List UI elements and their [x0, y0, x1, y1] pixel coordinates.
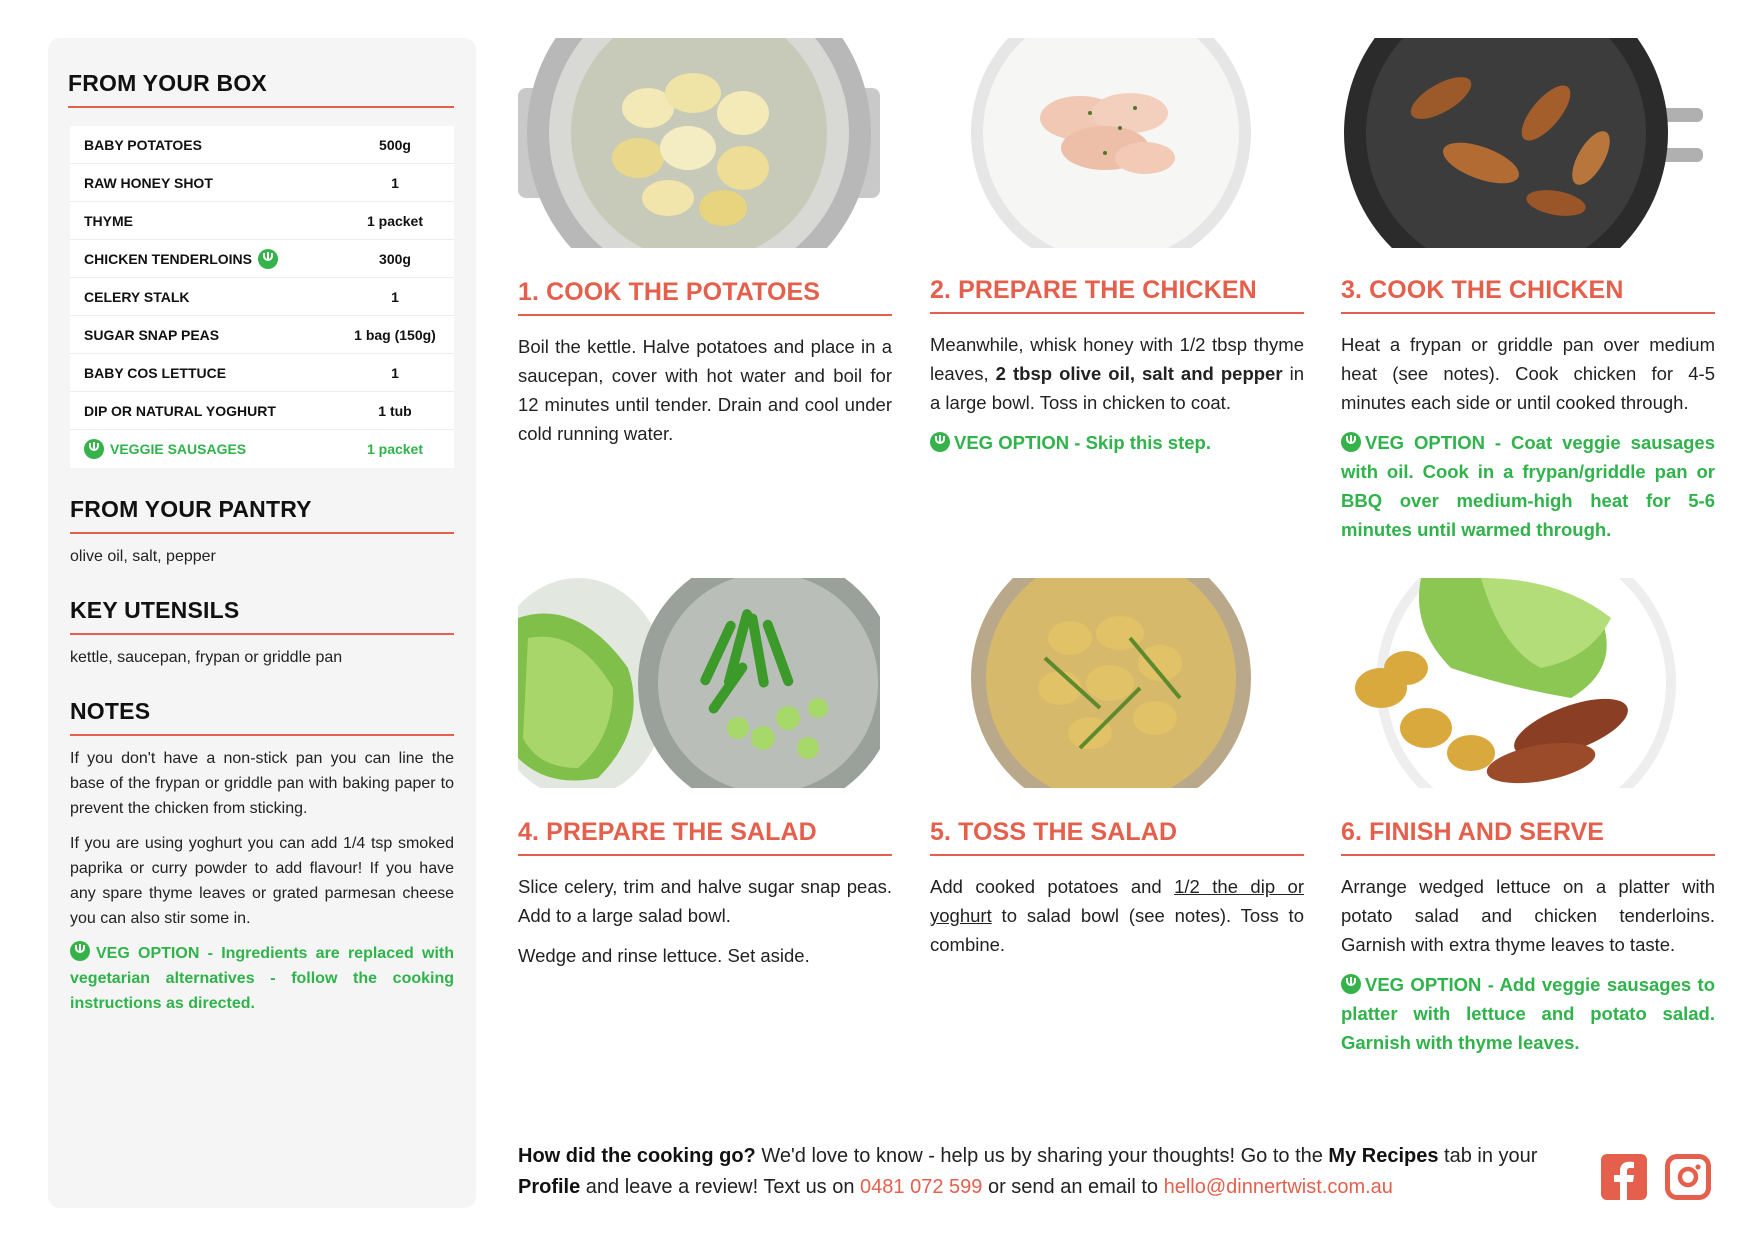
step-2-title: 2. PREPARE THE CHICKEN: [930, 276, 1304, 314]
step-3-veg-option: [1341, 428, 1715, 544]
step-3-image: [1341, 38, 1703, 248]
ingredient-row-veg: [70, 430, 454, 468]
step-5-text: [930, 872, 1304, 959]
step-1: [518, 38, 892, 459]
facebook-icon[interactable]: [1601, 1154, 1647, 1200]
salad-prep-photo: [518, 578, 880, 788]
footer-phone-link[interactable]: 0481 072 599: [860, 1176, 983, 1198]
step-1-text: Boil the kettle. Halve potatoes and place in a saucepan, cover with hot water and boil for 12 minutes until tender. Drain and cool under cold running water.: [518, 336, 892, 444]
veg-leaf-icon: [258, 249, 278, 269]
ingredient-row: [70, 392, 454, 430]
step-1-image: [518, 38, 880, 248]
step-3-veg-text: VEG OPTION - Coat veggie sausages with oil. Cook in a frypan/griddle pan or BBQ over medium-high heat for 5-6 minutes until warmed through.: [1341, 432, 1715, 540]
ingredient-qty: 1: [391, 288, 399, 305]
step-2-text-c: in a large bowl. Toss in chicken to coat.: [930, 363, 1304, 413]
step-6-text: Arrange wedged lettuce on a platter with potato salad and chicken tenderloins. Garnish with extra thyme leaves to taste.: [1341, 876, 1715, 955]
step-4: [518, 578, 892, 981]
notes-body: [70, 746, 454, 1016]
ingredient-qty: 1: [391, 364, 399, 381]
step-2-body: [930, 330, 1304, 457]
ingredient-name: BABY POTATOES: [84, 136, 202, 153]
utensils-text: kettle, saucepan, frypan or griddle pan: [70, 649, 343, 666]
ingredient-name: RAW HONEY SHOT: [84, 174, 213, 191]
step-5-text-underlined: 1/2 the dip or yoghurt: [930, 876, 1304, 926]
step-6-body: [1341, 872, 1715, 1057]
notes-title: NOTES: [70, 698, 454, 736]
ingredients-table: [70, 126, 454, 468]
step-3-title: 3. COOK THE CHICKEN: [1341, 276, 1715, 314]
step-5-text-c: to salad bowl (see notes). Toss to combine.: [930, 905, 1304, 955]
note-paragraph: If you don't have a non-stick pan you can line the base of the frypan or griddle pan with baking paper to prevent the chicken from sticking.: [70, 750, 454, 817]
step-1-body: [518, 332, 892, 448]
step-4-image: [518, 578, 880, 788]
step-3-body: [1341, 330, 1715, 544]
step-2-text: [930, 330, 1304, 417]
step-2-text-bold: 2 tbsp olive oil, salt and pepper: [995, 363, 1283, 384]
from-your-box-title: FROM YOUR BOX: [68, 70, 454, 108]
notes-veg-text: VEG OPTION - Ingredients are replaced with vegetarian alternatives - follow the cooking instructions as directed.: [70, 945, 454, 1012]
veg-leaf-icon: [84, 439, 104, 459]
veg-leaf-icon: [1341, 974, 1361, 994]
key-utensils-title: KEY UTENSILS: [70, 597, 454, 635]
step-2-text-a: Meanwhile, whisk honey with 1/2 tbsp thyme leaves,: [930, 334, 1304, 384]
ingredient-row: [70, 126, 454, 164]
step-4-title: 4. PREPARE THE SALAD: [518, 818, 892, 856]
step-5-body: [930, 872, 1304, 959]
step-4-text: Wedge and rinse lettuce. Set aside.: [518, 945, 810, 966]
step-6-image: [1341, 578, 1703, 788]
note-paragraph: If you are using yoghurt you can add 1/4 tsp smoked paprika or curry powder to add flavour! If you have any spare thyme leaves or grated parmesan cheese you can also stir some in.: [70, 835, 454, 927]
step-5: [930, 578, 1304, 970]
ingredient-name-wrap: [84, 249, 344, 269]
ingredient-name: VEGGIE SAUSAGES: [110, 441, 247, 457]
veg-leaf-icon: [930, 432, 950, 452]
step-4-body: [518, 872, 892, 970]
step-6-veg-option: [1341, 970, 1715, 1057]
step-5-title: 5. TOSS THE SALAD: [930, 818, 1304, 856]
footer-my-recipes: My Recipes: [1328, 1145, 1439, 1167]
ingredient-qty: 1 bag (150g): [354, 326, 436, 343]
ingredient-row: [70, 240, 454, 278]
step-6-title: 6. FINISH AND SERVE: [1341, 818, 1715, 856]
step-5-image: [930, 578, 1292, 788]
step-2-veg-option: [930, 428, 1304, 457]
step-3: [1341, 38, 1715, 555]
ingredient-name: SUGAR SNAP PEAS: [84, 326, 220, 343]
notes-veg-option: [70, 941, 454, 1016]
step-2-veg-text: VEG OPTION - Skip this step.: [954, 432, 1211, 453]
ingredient-row: [70, 354, 454, 392]
footer-text: or send an email to: [982, 1176, 1164, 1198]
tossed-salad-photo: [930, 578, 1292, 788]
finished-dish-photo: [1341, 578, 1703, 788]
ingredient-row: [70, 164, 454, 202]
ingredient-name: THYME: [84, 212, 133, 229]
ingredient-qty: 1 tub: [378, 402, 412, 419]
footer-text: tab in your: [1438, 1145, 1538, 1167]
footer-email-link[interactable]: hello@dinnertwist.com.au: [1163, 1176, 1393, 1198]
chicken-bowl-photo: [930, 38, 1292, 248]
step-6: [1341, 578, 1715, 1068]
step-5-text-a: Add cooked potatoes and: [930, 876, 1175, 897]
ingredient-name-wrap: [84, 439, 344, 459]
pantry-text: olive oil, salt, pepper: [70, 548, 216, 565]
footer-text: We'd love to know - help us by sharing your thoughts! Go to the: [755, 1145, 1329, 1167]
ingredient-name: BABY COS LETTUCE: [84, 364, 227, 381]
ingredient-row: [70, 316, 454, 354]
ingredient-row: [70, 278, 454, 316]
potatoes-photo: [518, 38, 880, 248]
step-2-image: [930, 38, 1292, 248]
ingredients-sidebar: [48, 38, 476, 1208]
step-1-title: 1. COOK THE POTATOES: [518, 278, 892, 316]
footer-profile: Profile: [518, 1176, 581, 1198]
step-6-veg-text: VEG OPTION - Add veggie sausages to platter with lettuce and potato salad. Garnish with thyme leaves.: [1341, 974, 1715, 1053]
ingredient-qty: 1 packet: [366, 441, 424, 457]
ingredient-qty: 300g: [379, 250, 411, 267]
step-3-text: Heat a frypan or griddle pan over medium heat (see notes). Cook chicken for 4-5 minutes each side or until cooked through.: [1341, 334, 1715, 413]
feedback-footer: [518, 1141, 1578, 1203]
step-4-text: Slice celery, trim and halve sugar snap peas. Add to a large salad bowl.: [518, 876, 892, 926]
step-2: [930, 38, 1304, 468]
from-your-pantry-title: FROM YOUR PANTRY: [70, 496, 454, 534]
ingredient-qty: 1: [391, 174, 399, 191]
footer-question: How did the cooking go?: [518, 1145, 756, 1167]
ingredient-name: CELERY STALK: [84, 288, 190, 305]
footer-text: and leave a review! Text us on: [580, 1176, 861, 1198]
ingredient-qty: 500g: [379, 136, 411, 153]
chicken-pan-photo: [1341, 38, 1703, 248]
veg-leaf-icon: [1341, 432, 1361, 452]
ingredient-row: [70, 202, 454, 240]
veg-leaf-icon: [70, 941, 90, 961]
ingredient-qty: 1 packet: [366, 212, 424, 229]
instagram-icon[interactable]: [1665, 1154, 1711, 1200]
ingredient-name: CHICKEN TENDERLOINS: [84, 250, 253, 267]
ingredient-name: DIP OR NATURAL YOGHURT: [84, 402, 276, 419]
